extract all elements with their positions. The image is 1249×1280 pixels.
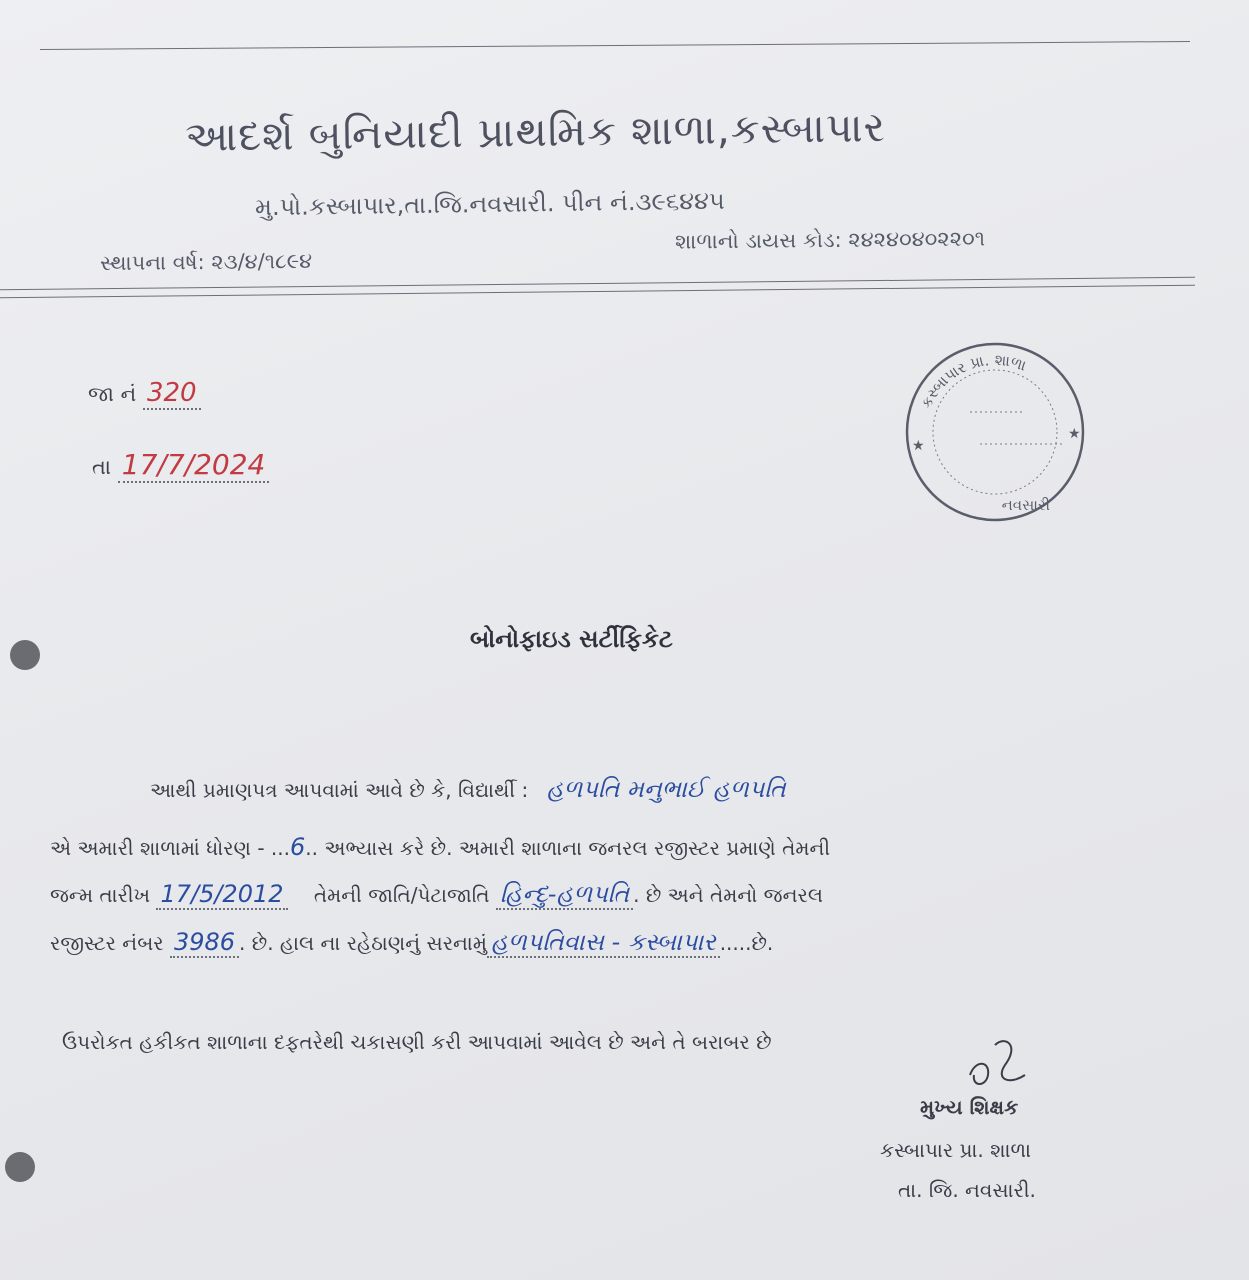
residence-label: . છે. હાલ ના રહેઠાણનું સરનામું [239,931,487,955]
issue-date [92,448,269,483]
register-number-value: 3986 [173,928,236,956]
residence-end-text: .....છે. [719,931,774,955]
register-number-label: રજીસ્ટર નંબર [50,931,164,955]
established-year [100,249,312,276]
body-line-2 [50,833,830,861]
outward-label: જા નં [88,382,137,406]
svg-text:કસ્બાપાર પ્રા. શાળા [917,351,1029,411]
standard-value: 6 [289,833,306,861]
dise-value: ૨૪૨૪૦૪૦૨૨૦૧ [848,226,986,252]
handwritten-signature [950,1035,1040,1095]
dise-label: શાળાનો ડાયસ કોડ: [674,227,842,254]
stamp-top-text: કસ્બાપાર પ્રા. શાળા [917,350,1029,411]
school-seal-stamp [900,340,1090,525]
signature-district: તા. જિ. નવસારી. [898,1178,1036,1202]
punch-hole-bottom [5,1152,35,1182]
date-value: 17/7/2024 [121,448,266,481]
body-line-3 [50,880,823,910]
dise-code [675,226,985,254]
signature-designation: મુખ્ય શિક્ષક [920,1095,1019,1119]
outward-value-field [143,378,201,410]
body-line-4 [50,928,773,958]
established-value: ૨૩/૪/૧૮૯૪ [211,248,313,274]
stamp-bottom-text: નવસારી [1001,496,1050,514]
birth-date-value: 17/5/2012 [160,880,284,908]
school-address: મુ.પો.કસ્બાપાર,તા.જિ.નવસારી. પીન નં.૩૯૬૪૪૫ [254,186,725,222]
outward-value: 320 [146,378,197,408]
closing-statement: ઉપરોકત હકીકત શાળાના દફતરેથી ચકાસણી કરી આપવામાં આવેલ છે અને તે બરાબર છે [62,1030,772,1054]
birth-date-label: જન્મ તારીખ [50,883,151,907]
student-intro-text: આથી પ્રમાણપત્ર આપવામાં આવે છે કે, વિદ્યાર્થી : [150,778,529,802]
standard-label: એ અમારી શાળામાં ધોરણ - ... [50,836,290,860]
body-line-1 [150,775,786,803]
study-text: .. અભ્યાસ કરે છે. અમારી શાળાના જનરલ રજીસ્ટર પ્રમાણે તેમની [305,836,831,860]
register-intro-text: . છે અને તેમનો જનરલ [633,883,823,907]
student-name: હળપતિ મનુભાઈ હળપતિ [546,775,786,803]
signature-school: કસ્બાપાર પ્રા. શાળા [880,1138,1031,1162]
caste-label: તેમની જાતિ/પેટાજાતિ [313,883,490,907]
punch-hole-top [10,640,40,670]
caste-value: હિન્દુ-હળપતિ [499,880,630,908]
residence-value: હળપતિવાસ - કસ્બાપાર [490,928,716,956]
school-name: આદર્શ બુનિયાદી પ્રાથમિક શાળા,કસ્બાપાર [184,103,887,161]
established-label: સ્થાપના વર્ષ: [99,250,205,276]
certificate-heading: બોનોફાઇડ સર્ટીફિકેટ [470,625,673,653]
date-label: તા [92,455,112,479]
date-value-field [118,448,270,483]
stamp-star-right-icon: ★ [1068,426,1081,442]
stamp-star-left-icon: ★ [912,438,925,454]
outward-number [88,378,201,410]
